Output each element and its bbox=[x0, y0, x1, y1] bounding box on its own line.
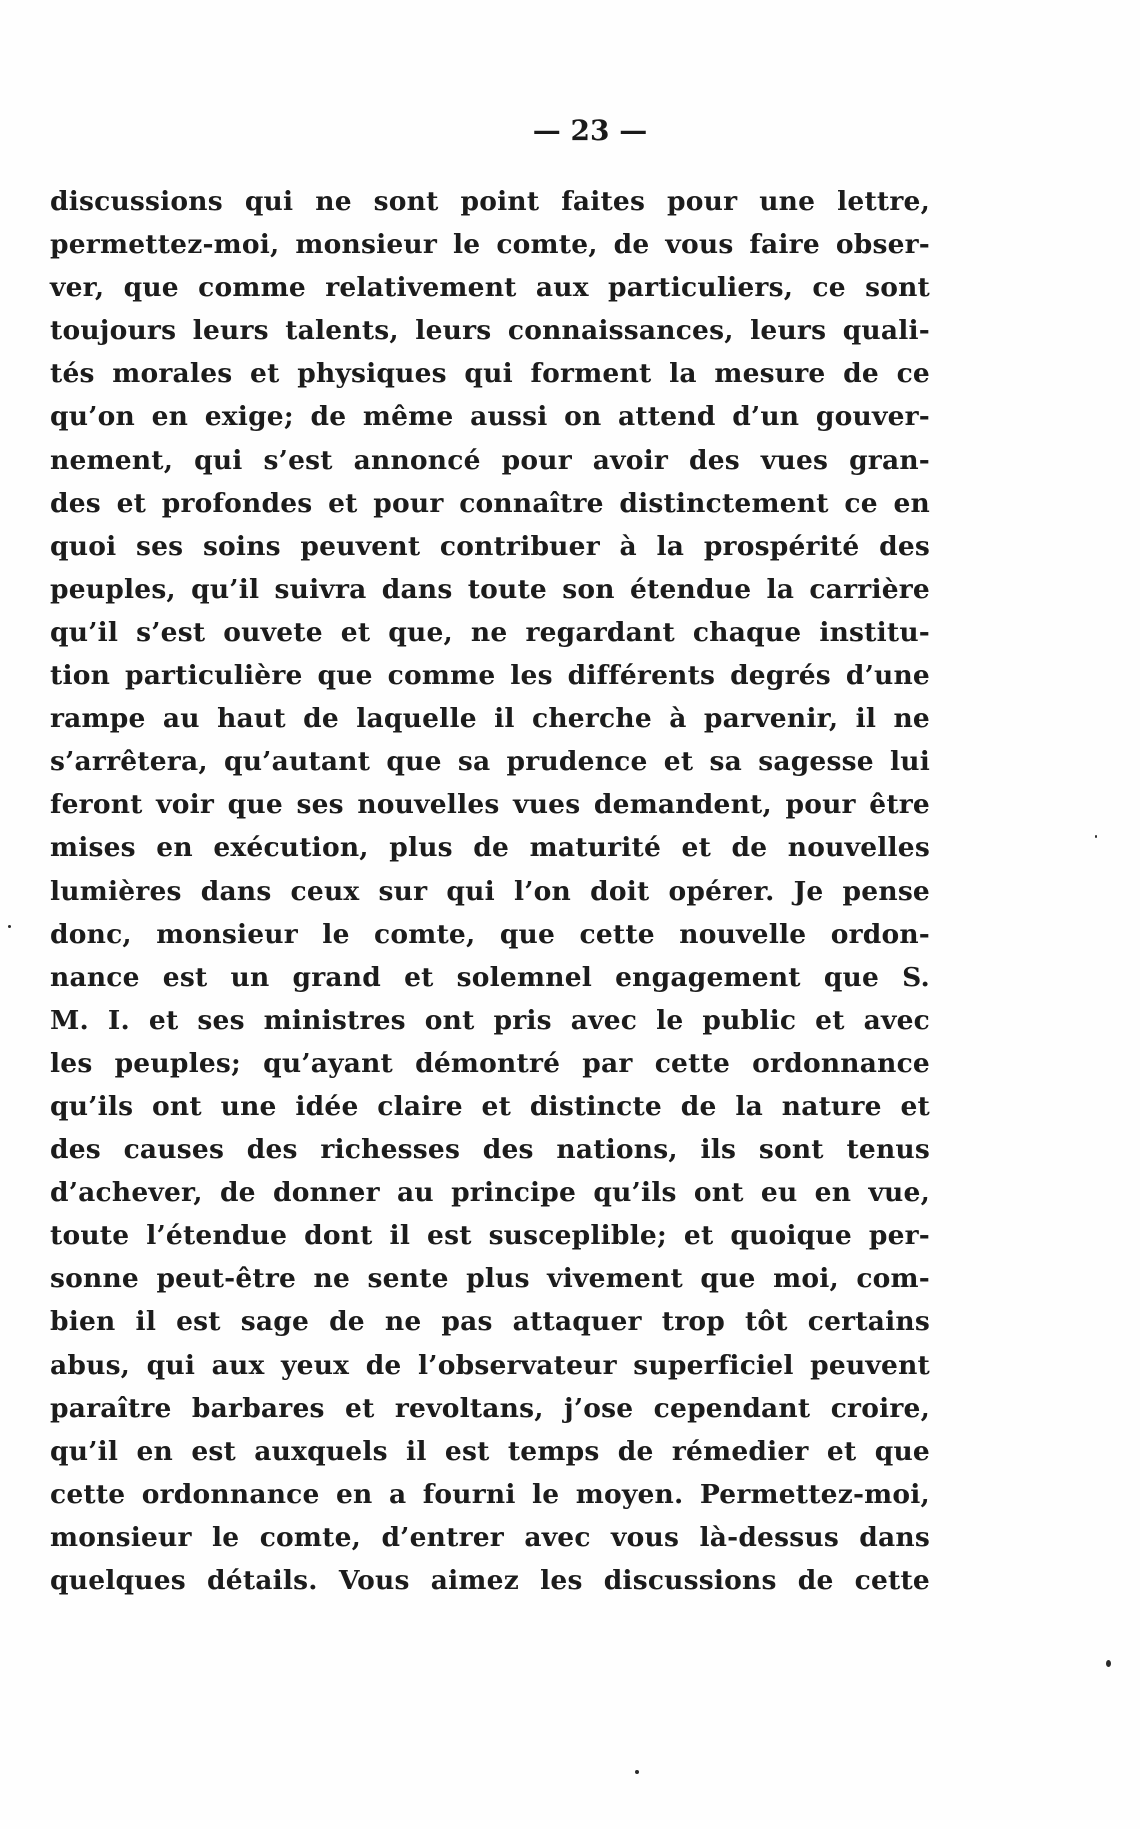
text-line: des causes des richesses des nations, ils sont tenus bbox=[50, 1134, 930, 1166]
text-line: cette ordonnance en a fourni le moyen. Permettez-moi, bbox=[50, 1478, 930, 1510]
text-line: nement, qui s’est annoncé pour avoir des vues gran- bbox=[50, 444, 930, 476]
scan-speck bbox=[1095, 835, 1097, 838]
text-line: qu’il s’est ouvete et que, ne regardant chaque institu- bbox=[50, 616, 930, 648]
text-line: discussions qui ne sont point faites pour une lettre, bbox=[50, 186, 930, 217]
text-line: d’achever, de donner au principe qu’ils ont eu en vue, bbox=[50, 1177, 930, 1209]
scan-speck bbox=[1106, 1660, 1111, 1667]
text-line: qu’on en exige; de même aussi on attend d’un gouver- bbox=[50, 401, 930, 433]
text-line: quelques détails. Vous aimez les discussions de cette bbox=[50, 1565, 930, 1596]
text-line: permettez-moi, monsieur le comte, de vous faire obser- bbox=[50, 229, 930, 261]
text-line: peuples, qu’il suivra dans toute son étendue la carrière bbox=[50, 573, 930, 605]
text-line: tion particulière que comme les différents degrés d’une bbox=[50, 660, 930, 692]
scan-speck bbox=[635, 1770, 639, 1774]
text-line: nance est un grand et solemnel engagement que S. bbox=[50, 961, 930, 993]
text-line: s’arrêtera, qu’autant que sa prudence et sa sagesse lui bbox=[50, 746, 930, 778]
text-line: des et profondes et pour connaître distinctement ce en bbox=[50, 487, 930, 519]
text-line: abus, qui aux yeux de l’observateur superficiel peuvent bbox=[50, 1349, 930, 1381]
text-line: mises en exécution, plus de maturité et de nouvelles bbox=[50, 832, 930, 864]
body-text bbox=[50, 180, 930, 1602]
text-line: quoi ses soins peuvent contribuer à la prospérité des bbox=[50, 530, 930, 562]
text-line: tés morales et physiques qui forment la mesure de ce bbox=[50, 358, 930, 390]
text-line: feront voir que ses nouvelles vues demandent, pour être bbox=[50, 789, 930, 821]
text-line: bien il est sage de ne pas attaquer trop tôt certains bbox=[50, 1306, 930, 1338]
text-line: donc, monsieur le comte, que cette nouvelle ordon- bbox=[50, 918, 930, 950]
text-line: qu’ils ont une idée claire et distincte de la nature et bbox=[50, 1090, 930, 1122]
text-line: paraître barbares et revoltans, j’ose cependant croire, bbox=[50, 1392, 930, 1424]
text-line: rampe au haut de laquelle il cherche à parvenir, il ne bbox=[50, 703, 930, 735]
text-line: les peuples; qu’ayant démontré par cette ordonnance bbox=[50, 1047, 930, 1079]
text-line: qu’il en est auxquels il est temps de rémedier et que bbox=[50, 1435, 930, 1467]
text-line: sonne peut-être ne sente plus vivement que moi, com- bbox=[50, 1263, 930, 1295]
text-line: lumières dans ceux sur qui l’on doit opérer. Je pense bbox=[50, 875, 930, 907]
text-line: M. I. et ses ministres ont pris avec le public et avec bbox=[50, 1004, 930, 1036]
scan-speck bbox=[8, 925, 11, 928]
page-number: — 23 — bbox=[532, 114, 648, 147]
text-line: toute l’étendue dont il est susceplible; et quoique per- bbox=[50, 1220, 930, 1252]
text-line: monsieur le comte, d’entrer avec vous là-dessus dans bbox=[50, 1521, 930, 1553]
text-line: ver, que comme relativement aux particuliers, ce sont bbox=[50, 272, 930, 304]
text-line: toujours leurs talents, leurs connaissances, leurs quali- bbox=[50, 315, 930, 347]
